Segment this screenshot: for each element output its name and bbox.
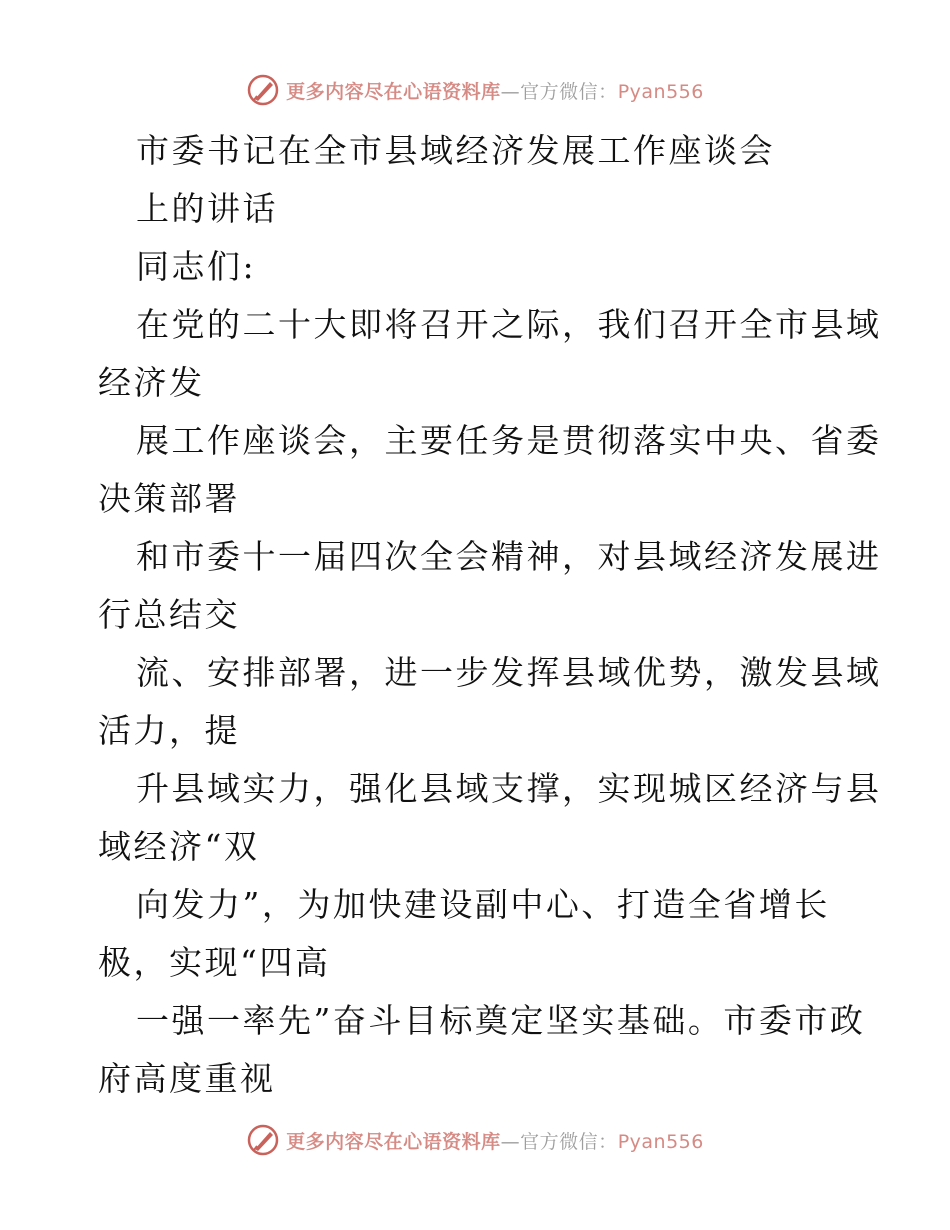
watermark-label: 官方微信： bbox=[520, 80, 618, 103]
text-line: 同志们: bbox=[136, 247, 257, 286]
text-line: 决策部署 bbox=[98, 479, 240, 518]
text-line: 域经济“双 bbox=[98, 827, 260, 866]
watermark-text bbox=[286, 1127, 704, 1154]
text-line: 向发力”，为加快建设副中心、打造全省增长 bbox=[136, 885, 830, 924]
quill-pen-logo-icon bbox=[246, 73, 280, 107]
watermark-label: 官方微信： bbox=[520, 1130, 618, 1153]
watermark-footer bbox=[0, 1120, 950, 1160]
text-line: 升县域实力，强化县域支撑，实现城区经济与县 bbox=[136, 769, 882, 808]
watermark-id: Pyan556 bbox=[617, 1130, 704, 1153]
document-body bbox=[98, 122, 882, 1108]
watermark-text bbox=[286, 77, 704, 104]
watermark-dash: — bbox=[500, 80, 521, 103]
quill-pen-logo-icon bbox=[246, 1123, 280, 1157]
text-line: 展工作座谈会，主要任务是贯彻落实中央、省委 bbox=[136, 421, 882, 460]
text-line: 上的讲话 bbox=[136, 189, 278, 228]
watermark-header bbox=[0, 70, 950, 110]
watermark-dash: — bbox=[500, 1130, 521, 1153]
text-line: 一强一率先”奋斗目标奠定坚实基础。市委市政 bbox=[136, 1001, 866, 1040]
text-line: 经济发 bbox=[98, 363, 205, 402]
watermark-brand: 更多内容尽在心语资料库 bbox=[286, 80, 501, 103]
text-line: 府高度重视 bbox=[98, 1059, 276, 1098]
text-line: 流、安排部署，进一步发挥县域优势，激发县域 bbox=[136, 653, 882, 692]
text-line: 极，实现“四高 bbox=[98, 943, 331, 982]
text-line: 行总结交 bbox=[98, 595, 240, 634]
text-line: 和市委十一届四次全会精神，对县域经济发展进 bbox=[136, 537, 882, 576]
text-line: 市委书记在全市县域经济发展工作座谈会 bbox=[136, 131, 775, 170]
watermark-brand: 更多内容尽在心语资料库 bbox=[286, 1130, 501, 1153]
text-line: 在党的二十大即将召开之际，我们召开全市县域 bbox=[136, 305, 882, 344]
watermark-id: Pyan556 bbox=[617, 80, 704, 103]
text-line: 活力，提 bbox=[98, 711, 240, 750]
